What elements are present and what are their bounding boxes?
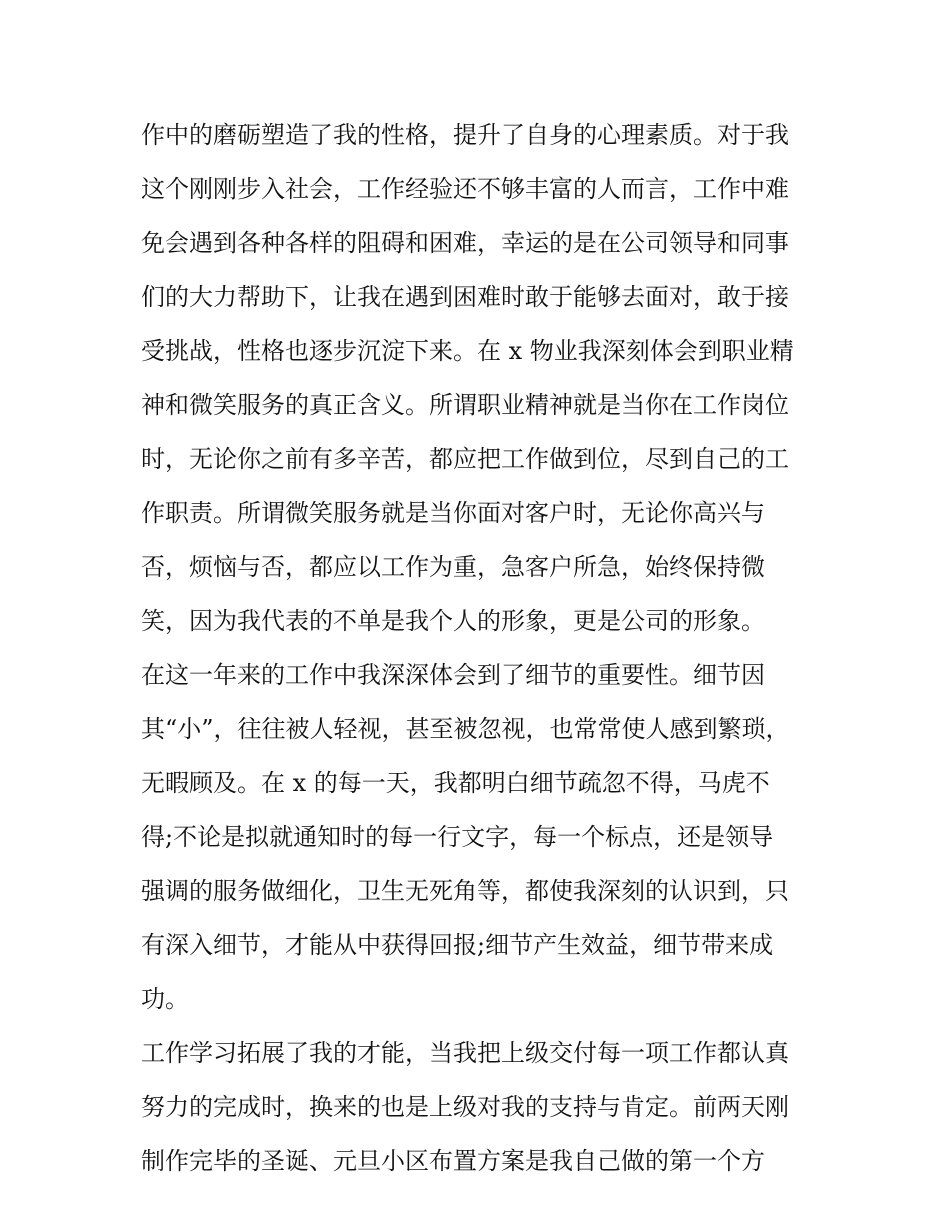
text-line: 工作学习拓展了我的才能，当我把上级交付每一项工作都认真 [141,1039,789,1067]
text-line: 时，无论你之前有多辛苦，都应把工作做到位，尽到自己的工 [141,445,789,473]
text-line: 制作完毕的圣诞、元旦小区布置方案是我自己做的第一个方 [141,1147,765,1175]
text-line: 功。 [141,985,189,1013]
text-line: 否，烦恼与否，都应以工作为重，急客户所急，始终保持微 [141,553,765,581]
text-line: 在这一年来的工作中我深深体会到了细节的重要性。细节因 [141,661,765,689]
text-line: 强调的服务做细化，卫生无死角等，都使我深刻的认识到，只 [141,877,789,905]
body-text [141,108,821,1188]
text-line: 作职责。所谓微笑服务就是当你面对客户时，无论你高兴与 [141,499,765,527]
text-line: 努力的完成时，换来的也是上级对我的支持与肯定。前两天刚 [141,1093,789,1121]
text-line: 受挑战，性格也逐步沉淀下来。在 x 物业我深刻体会到职业精 [141,337,794,365]
text-line: 无暇顾及。在 x 的每一天，我都明白细节疏忽不得，马虎不 [141,769,770,797]
text-line: 作中的磨砺塑造了我的性格，提升了自身的心理素质。对于我 [141,121,789,149]
text-line: 得;不论是拟就通知时的每一行文字，每一个标点，还是领导 [141,823,774,851]
text-line: 免会遇到各种各样的阻碍和困难，幸运的是在公司领导和同事 [141,229,789,257]
text-line: 神和微笑服务的真正含义。所谓职业精神就是当你在工作岗位 [141,391,789,419]
text-line: 笑，因为我代表的不单是我个人的形象，更是公司的形象。 [141,607,765,635]
text-line: 其“小”，往往被人轻视，甚至被忽视，也常常使人感到繁琐， [141,715,790,743]
text-line: 这个刚刚步入社会，工作经验还不够丰富的人而言，工作中难 [141,175,789,203]
text-line: 有深入细节，才能从中获得回报;细节产生效益，细节带来成 [141,931,774,959]
text-line: 们的大力帮助下，让我在遇到困难时敢于能够去面对，敢于接 [141,283,789,311]
